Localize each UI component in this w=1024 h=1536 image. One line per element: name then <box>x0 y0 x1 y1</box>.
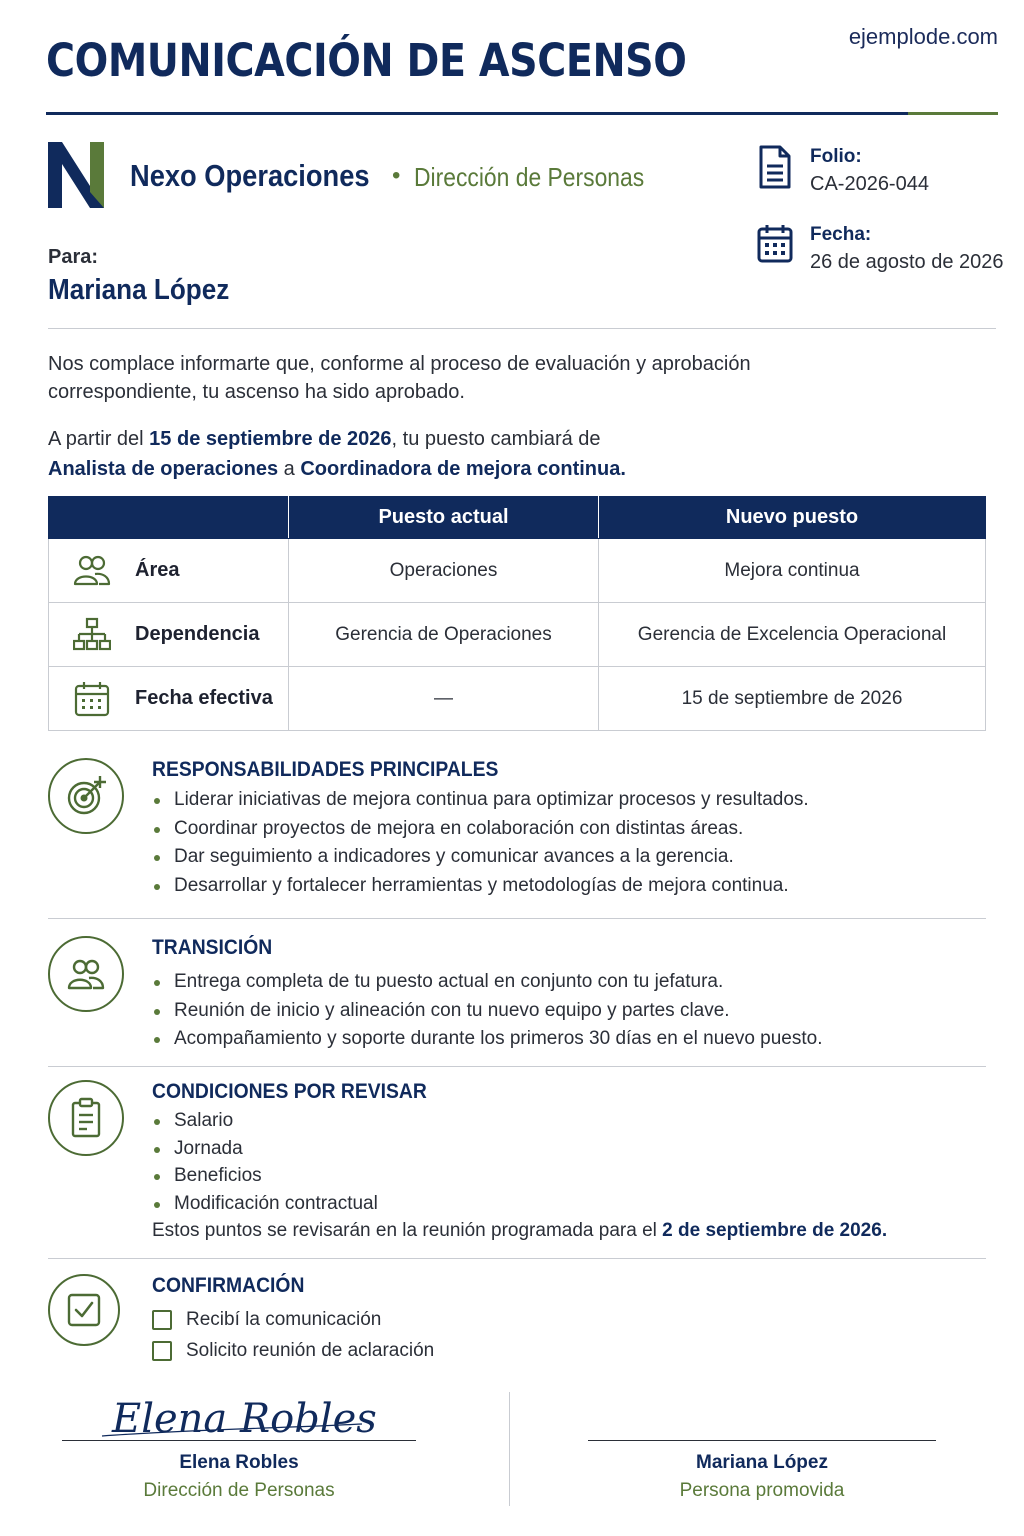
transition-list <box>152 968 823 1054</box>
signer-name: Mariana López <box>696 1452 828 1473</box>
recipient-name: Mariana López <box>48 274 230 306</box>
clipboard-icon <box>48 1080 124 1156</box>
change-connector: a <box>278 458 301 480</box>
responsibilities-section <box>48 758 986 908</box>
document-icon <box>756 145 794 189</box>
table-header-empty <box>49 497 289 539</box>
signer-name: Elena Robles <box>179 1452 299 1473</box>
list-item: Jornada <box>152 1135 378 1163</box>
calendar-icon <box>756 222 794 266</box>
signer-role: Dirección de Personas <box>143 1480 335 1501</box>
list-item: Reunión de inicio y alineación con tu nuevo equipo y partes clave. <box>152 997 823 1026</box>
site-watermark: ejemplode.com <box>848 24 998 49</box>
signature-line <box>588 1440 936 1441</box>
note-end: . <box>881 1220 888 1241</box>
row-header-effective-date <box>49 667 289 731</box>
signature-divider <box>509 1392 510 1506</box>
company-name: Nexo Operaciones <box>130 158 370 193</box>
title-rule <box>46 112 908 115</box>
divider <box>48 328 996 329</box>
list-item: Desarrollar y fortalecer herramientas y metodologías de mejora continua. <box>152 872 809 901</box>
section-title: CONFIRMACIÓN <box>152 1274 305 1297</box>
org-chart-icon <box>73 616 111 654</box>
table-header-new: Nuevo puesto <box>599 497 986 539</box>
signature-script: Elena Robles <box>112 1396 377 1440</box>
meeting-date: 2 de septiembre de 2026 <box>662 1220 882 1241</box>
checkbox-icon <box>48 1274 120 1346</box>
list-item: Liderar iniciativas de mejora continua para optimizar procesos y resultados. <box>152 786 809 815</box>
table-header-current: Puesto actual <box>289 497 599 539</box>
divider <box>48 1066 986 1067</box>
divider <box>48 918 986 919</box>
change-date: 15 de septiembre de 2026 <box>149 428 392 450</box>
confirmation-options <box>152 1304 434 1366</box>
change-end: . <box>620 458 626 480</box>
cell-new: Mejora continua <box>599 539 986 603</box>
cell-current: Gerencia de Operaciones <box>289 603 599 667</box>
table-row <box>49 539 986 603</box>
change-text: A partir del <box>48 428 150 450</box>
row-label: Fecha efectiva <box>135 687 273 709</box>
signature-line <box>62 1440 416 1441</box>
date-value: 26 de agosto de 2026 <box>810 251 1004 273</box>
confirm-received-option[interactable] <box>152 1304 434 1335</box>
checkbox-label: Recibí la comunicación <box>186 1308 382 1330</box>
recipient-label: Para: <box>48 246 99 268</box>
target-icon <box>48 758 124 834</box>
new-position: Coordinadora de mejora continua <box>300 458 621 480</box>
conditions-section <box>48 1080 986 1250</box>
separator-dot: • <box>392 162 401 189</box>
section-title: TRANSICIÓN <box>152 936 273 959</box>
company-department: Dirección de Personas <box>414 162 645 192</box>
list-item: Acompañamiento y soporte durante los primeros 30 días en el nuevo puesto. <box>152 1025 823 1054</box>
row-label: Área <box>135 559 180 581</box>
divider <box>48 1258 986 1259</box>
list-item: Dar seguimiento a indicadores y comunicar avances a la gerencia. <box>152 843 809 872</box>
conditions-note <box>152 1220 887 1242</box>
people-icon <box>48 936 124 1012</box>
list-item: Coordinar proyectos de mejora en colaboración con distintas áreas. <box>152 815 809 844</box>
list-item: Modificación contractual <box>152 1190 378 1218</box>
handwritten-signature <box>62 1380 416 1440</box>
folio-value: CA-2026-044 <box>810 173 929 195</box>
table-row <box>49 667 986 731</box>
row-header-dependency <box>49 603 289 667</box>
title-rule-accent <box>908 112 998 115</box>
cell-new: 15 de septiembre de 2026 <box>599 667 986 731</box>
change-text: , tu puesto cambiará de <box>391 428 601 450</box>
calendar-icon <box>73 680 111 718</box>
signer-role: Persona promovida <box>679 1480 845 1501</box>
folio-label: Folio: <box>810 146 862 167</box>
cell-current: Operaciones <box>289 539 599 603</box>
company-logo-icon <box>48 142 104 208</box>
row-header-area <box>49 539 289 603</box>
cell-new: Gerencia de Excelencia Operacional <box>599 603 986 667</box>
list-item: Beneficios <box>152 1162 378 1190</box>
cell-current: — <box>289 667 599 731</box>
meeting-checkbox[interactable] <box>152 1341 172 1361</box>
request-meeting-option[interactable] <box>152 1335 434 1366</box>
table-header-row <box>49 497 986 539</box>
confirmation-section <box>48 1274 986 1374</box>
page-title: COMUNICACIÓN DE ASCENSO <box>46 34 687 87</box>
responsibilities-list <box>152 786 809 900</box>
conditions-list <box>152 1107 378 1217</box>
received-checkbox[interactable] <box>152 1310 172 1330</box>
team-icon <box>73 552 111 590</box>
row-label: Dependencia <box>135 623 260 645</box>
checkbox-label: Solicito reunión de aclaración <box>186 1339 435 1361</box>
comparison-table <box>48 496 986 731</box>
table-row <box>49 603 986 667</box>
section-title: RESPONSABILIDADES PRINCIPALES <box>152 758 499 781</box>
section-title: CONDICIONES POR REVISAR <box>152 1080 427 1103</box>
position-change-paragraph <box>48 424 948 484</box>
date-label: Fecha: <box>810 224 872 245</box>
note-text: Estos puntos se revisarán en la reunión programada para el <box>152 1220 663 1241</box>
intro-paragraph: Nos complace informarte que, conforme al proceso de evaluación y aprobación correspondiente, tu ascenso ha sido aprobado. <box>48 353 751 403</box>
list-item: Salario <box>152 1107 378 1135</box>
previous-position: Analista de operaciones <box>48 458 279 480</box>
transition-section <box>48 936 986 1056</box>
list-item: Entrega completa de tu puesto actual en conjunto con tu jefatura. <box>152 968 823 997</box>
